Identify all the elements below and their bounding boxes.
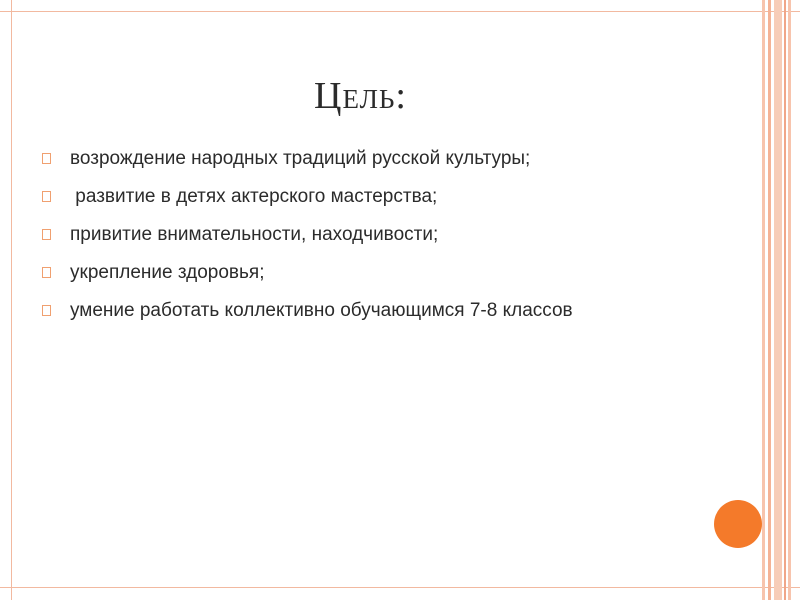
bullet-list	[42, 147, 742, 337]
list-item	[42, 223, 742, 247]
square-bullet-icon	[42, 191, 51, 202]
frame-bottom-line	[0, 587, 800, 588]
decorative-stripe	[768, 0, 771, 600]
list-item-text: укрепление здоровья;	[70, 262, 265, 283]
square-bullet-icon	[42, 229, 51, 240]
decorative-stripe	[774, 0, 782, 600]
orange-circle-icon	[714, 500, 762, 548]
decorative-stripe	[788, 0, 791, 600]
list-item-text: развитие в детях актерского мастерства;	[70, 186, 438, 207]
frame-top-line	[0, 11, 800, 12]
frame-left-line	[11, 0, 12, 600]
square-bullet-icon	[42, 153, 51, 164]
list-item	[42, 299, 660, 323]
list-item	[42, 147, 742, 171]
list-item	[42, 185, 742, 209]
decorative-stripe	[784, 0, 786, 600]
slide-title: Цель:	[314, 75, 407, 117]
list-item	[42, 261, 742, 285]
square-bullet-icon	[42, 305, 51, 316]
square-bullet-icon	[42, 267, 51, 278]
list-item-text: умение работать коллективно обучающимся 7-8 классов	[70, 300, 573, 321]
list-item-text: возрождение народных традиций русской культуры;	[70, 148, 531, 169]
list-item-text: привитие внимательности, находчивости;	[70, 224, 439, 245]
decorative-stripe	[762, 0, 765, 600]
